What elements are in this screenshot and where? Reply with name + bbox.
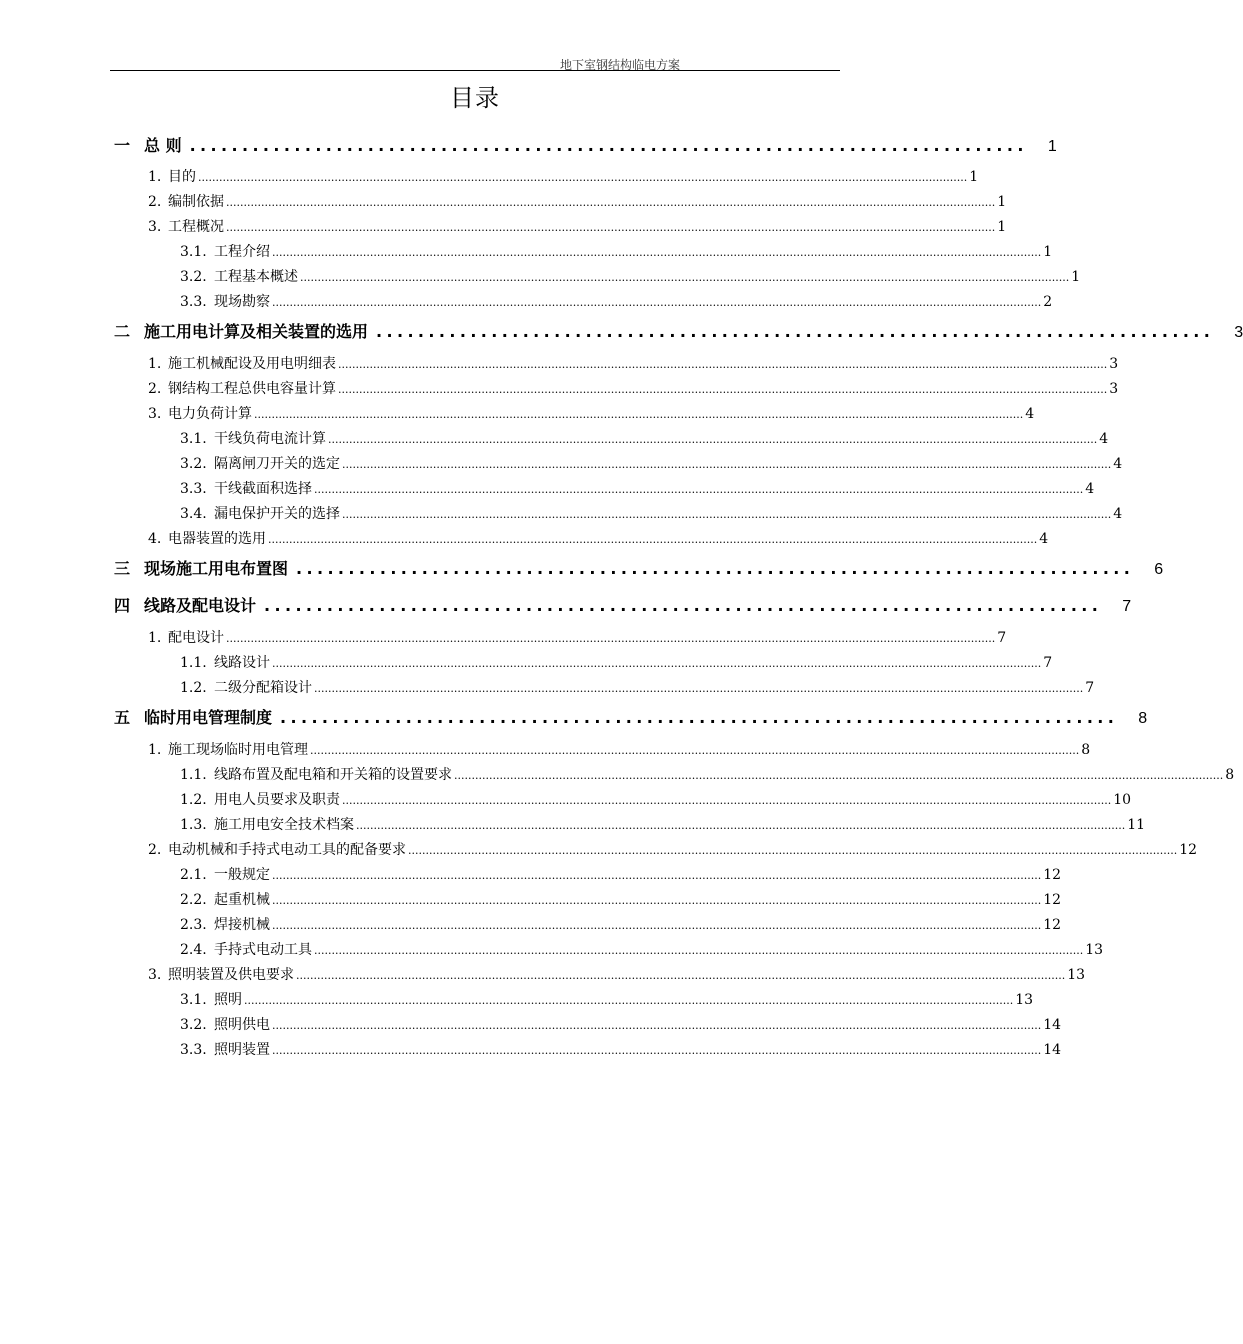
toc-entry-title: 现场施工用电布置图 — [144, 559, 289, 578]
toc-entry[interactable] — [180, 241, 1053, 261]
toc-entry[interactable] — [148, 353, 1119, 373]
toc-entry-page: 7 — [1122, 598, 1132, 615]
toc-entry-page: 8 — [1138, 710, 1148, 727]
toc-entry[interactable] — [180, 677, 1095, 697]
toc-entry[interactable] — [148, 403, 1035, 423]
toc-entry[interactable] — [180, 291, 1053, 311]
toc-entry-page: 11 — [1127, 817, 1146, 833]
toc-entry-title: 总 则 — [144, 136, 182, 155]
toc-entry-number: 4. — [148, 531, 162, 547]
toc-entry-title: 工程概况 — [168, 219, 224, 235]
toc-entry-page: 3 — [1109, 356, 1119, 372]
toc-entry-number: 1.1. — [180, 655, 207, 671]
toc-dot-leader: ............................................................................................................................................................................................................................ — [338, 383, 1108, 396]
toc-dot-leader: ................................................................................ — [264, 596, 1103, 615]
toc-entry-title: 工程介绍 — [214, 244, 270, 260]
toc-entry-number: 一 — [114, 136, 131, 155]
toc-entry[interactable] — [180, 914, 1062, 934]
toc-entry[interactable] — [180, 266, 1081, 286]
toc-dot-leader: ............................................................................................................................................................................................................................ — [272, 1019, 1042, 1032]
toc-entry-number: 1.1. — [180, 767, 207, 783]
toc-entry-title: 电力负荷计算 — [168, 406, 252, 422]
toc-dot-leader: ............................................................................................................................................................................................................................ — [226, 196, 996, 209]
toc-dot-leader: ............................................................................................................................................................................................................................ — [226, 632, 996, 645]
toc-entry-page: 1 — [997, 219, 1007, 235]
toc-entry[interactable] — [148, 627, 1007, 647]
toc-entry-page: 13 — [1085, 942, 1104, 958]
toc-entry-number: 1. — [148, 742, 162, 758]
toc-entry-page: 6 — [1154, 561, 1164, 578]
toc-dot-leader: ............................................................................................................................................................................................................................ — [272, 894, 1042, 907]
toc-entry[interactable] — [148, 378, 1119, 398]
toc-entry-title: 施工现场临时用电管理 — [168, 742, 308, 758]
toc-entry[interactable] — [148, 191, 1007, 211]
toc-entry[interactable] — [114, 133, 1057, 159]
toc-title: 目录 — [450, 84, 500, 112]
toc-entry-page: 4 — [1099, 431, 1109, 447]
toc-entry[interactable] — [180, 652, 1053, 672]
toc-entry-page: 7 — [1085, 680, 1095, 696]
toc-dot-leader: ............................................................................................................................................................................................................................ — [268, 533, 1038, 546]
toc-entry-page: 12 — [1043, 867, 1062, 883]
toc-dot-leader: ............................................................................................................................................................................................................................ — [314, 944, 1084, 957]
toc-entry-number: 3.2. — [180, 456, 207, 472]
toc-entry-number: 2. — [148, 381, 162, 397]
toc-entry-title: 照明装置 — [214, 1042, 270, 1058]
toc-entry-title: 一般规定 — [214, 867, 270, 883]
toc-entry-title: 施工机械配设及用电明细表 — [168, 356, 336, 372]
toc-entry[interactable] — [148, 216, 1007, 236]
toc-entry-title: 现场勘察 — [214, 294, 270, 310]
toc-entry-title: 施工用电计算及相关装置的选用 — [144, 322, 369, 341]
toc-entry-title: 隔离闸刀开关的选定 — [214, 456, 340, 472]
toc-entry[interactable] — [148, 166, 979, 186]
toc-entry-number: 1.2. — [180, 680, 207, 696]
toc-dot-leader: ............................................................................................................................................................................................................................ — [342, 794, 1112, 807]
toc-entry-title: 电器装置的选用 — [168, 531, 266, 547]
toc-entry-number: 3. — [148, 219, 162, 235]
toc-entry-page: 12 — [1179, 842, 1198, 858]
toc-entry-number: 1. — [148, 169, 162, 185]
toc-entry[interactable] — [148, 528, 1049, 548]
toc-entry-page: 3 — [1109, 381, 1119, 397]
toc-dot-leader: ............................................................................................................................................................................................................................ — [342, 508, 1112, 521]
toc-entry-number: 2.3. — [180, 917, 207, 933]
toc-entry-number: 3.3. — [180, 1042, 207, 1058]
toc-entry-page: 2 — [1043, 294, 1053, 310]
toc-dot-leader: ............................................................................................................................................................................................................................ — [272, 919, 1042, 932]
toc-entry[interactable] — [148, 739, 1091, 759]
toc-entry[interactable] — [114, 319, 1243, 345]
toc-entry-title: 线路设计 — [214, 655, 270, 671]
toc-entry-page: 12 — [1043, 892, 1062, 908]
toc-dot-leader: ............................................................................................................................................................................................................................ — [272, 869, 1042, 882]
toc-entry-number: 3. — [148, 967, 162, 983]
toc-entry[interactable] — [180, 1014, 1062, 1034]
toc-entry-title: 起重机械 — [214, 892, 270, 908]
toc-entry-number: 3.3. — [180, 294, 207, 310]
toc-dot-leader: ............................................................................................................................................................................................................................ — [296, 969, 1066, 982]
toc-entry-number: 1. — [148, 630, 162, 646]
toc-dot-leader: ............................................................................................................................................................................................................................ — [254, 408, 1024, 421]
toc-entry-page: 12 — [1043, 917, 1062, 933]
toc-entry[interactable] — [180, 453, 1123, 473]
toc-entry[interactable] — [180, 789, 1132, 809]
toc-entry-number: 1.3. — [180, 817, 207, 833]
toc-entry-title: 线路及配电设计 — [144, 596, 257, 615]
toc-entry-title: 漏电保护开关的选择 — [214, 506, 340, 522]
toc-entry-page: 3 — [1234, 324, 1243, 341]
toc-dot-leader: ............................................................................................................................................................................................................................ — [272, 657, 1042, 670]
toc-dot-leader: ............................................................................................................................................................................................................................ — [314, 682, 1084, 695]
toc-entry-title: 照明供电 — [214, 1017, 270, 1033]
toc-entry-title: 线路布置及配电箱和开关箱的设置要求 — [214, 767, 452, 783]
toc-dot-leader: ............................................................................................................................................................................................................................ — [226, 221, 996, 234]
toc-entry-title: 编制依据 — [168, 194, 224, 210]
toc-entry[interactable] — [114, 593, 1132, 619]
toc-entry-title: 目的 — [168, 169, 196, 185]
toc-entry-number: 3. — [148, 406, 162, 422]
toc-dot-leader: ............................................................................................................................................................................................................................ — [342, 458, 1112, 471]
toc-entry-title: 配电设计 — [168, 630, 224, 646]
toc-dot-leader: ............................................................................................................................................................................................................................ — [356, 819, 1126, 832]
toc-entry-title: 手持式电动工具 — [214, 942, 312, 958]
toc-entry-title: 电动机械和手持式电动工具的配备要求 — [168, 842, 406, 858]
toc-dot-leader: ............................................................................................................................................................................................................................ — [408, 844, 1178, 857]
toc-entry-title: 焊接机械 — [214, 917, 270, 933]
toc-dot-leader: ............................................................................................................................................................................................................................ — [338, 358, 1108, 371]
toc-entry-title: 干线负荷电流计算 — [214, 431, 326, 447]
toc-entry[interactable] — [180, 478, 1095, 498]
toc-entry-title: 施工用电安全技术档案 — [214, 817, 354, 833]
toc-entry[interactable] — [180, 428, 1109, 448]
toc-entry[interactable] — [180, 989, 1034, 1009]
toc-entry-title: 临时用电管理制度 — [144, 708, 273, 727]
toc-dot-leader: ............................................................................................................................................................................................................................ — [272, 296, 1042, 309]
running-header: 地下室钢结构临电方案 — [560, 58, 681, 72]
toc-entry-page: 4 — [1025, 406, 1035, 422]
toc-entry-title: 照明装置及供电要求 — [168, 967, 294, 983]
toc-entry-title: 照明 — [214, 992, 242, 1008]
toc-entry[interactable] — [148, 839, 1198, 859]
toc-entry-page: 7 — [1043, 655, 1053, 671]
toc-entry[interactable] — [180, 864, 1062, 884]
toc-entry-number: 2.2. — [180, 892, 207, 908]
toc-entry-page: 4 — [1085, 481, 1095, 497]
toc-entry-title: 钢结构工程总供电容量计算 — [168, 381, 336, 397]
toc-entry[interactable] — [180, 889, 1062, 909]
toc-entry-number: 3.3. — [180, 481, 207, 497]
toc-entry-number: 3.2. — [180, 1017, 207, 1033]
toc-entry-title: 干线截面积选择 — [214, 481, 312, 497]
toc-dot-leader: ............................................................................................................................................................................................................................ — [272, 1044, 1042, 1057]
toc-entry-number: 3.1. — [180, 992, 207, 1008]
toc-entry-page: 8 — [1225, 767, 1235, 783]
toc-entry-number: 2. — [148, 842, 162, 858]
toc-dot-leader: ............................................................................................................................................................................................................................ — [300, 271, 1070, 284]
toc-entry-number: 3.4. — [180, 506, 207, 522]
toc-dot-leader: ............................................................................................................................................................................................................................ — [310, 744, 1080, 757]
toc-entry-page: 4 — [1039, 531, 1049, 547]
toc-entry-page: 7 — [997, 630, 1007, 646]
toc-entry-page: 1 — [969, 169, 979, 185]
toc-entry[interactable] — [180, 814, 1146, 834]
toc-entry-number: 三 — [114, 559, 131, 578]
toc-entry[interactable] — [180, 939, 1104, 959]
toc-entry-number: 3.2. — [180, 269, 207, 285]
toc-entry-page: 1 — [997, 194, 1007, 210]
toc-dot-leader: ............................................................................................................................................................................................................................ — [328, 433, 1098, 446]
toc-entry[interactable] — [114, 556, 1164, 582]
toc-entry-number: 1.2. — [180, 792, 207, 808]
toc-entry-page: 14 — [1043, 1042, 1062, 1058]
toc-entry-title: 工程基本概述 — [214, 269, 298, 285]
toc-dot-leader: ............................................................................................................................................................................................................................ — [454, 769, 1224, 782]
toc-dot-leader: ................................................................................ — [376, 322, 1215, 341]
toc-entry-page: 1 — [1043, 244, 1053, 260]
toc-entry-number: 1. — [148, 356, 162, 372]
toc-entry-number: 四 — [114, 596, 131, 615]
toc-entry-title: 用电人员要求及职责 — [214, 792, 340, 808]
toc-entry-page: 1 — [1047, 138, 1057, 155]
toc-entry-page: 10 — [1113, 792, 1132, 808]
toc-entry-number: 2.1. — [180, 867, 207, 883]
toc-dot-leader: ............................................................................................................................................................................................................................ — [244, 994, 1014, 1007]
toc-entry-page: 14 — [1043, 1017, 1062, 1033]
toc-entry[interactable] — [148, 964, 1086, 984]
toc-entry-page: 1 — [1071, 269, 1081, 285]
toc-dot-leader: ............................................................................................................................................................................................................................ — [272, 246, 1042, 259]
toc-entry-number: 2. — [148, 194, 162, 210]
toc-entry-page: 8 — [1081, 742, 1091, 758]
toc-dot-leader: ............................................................................................................................................................................................................................ — [198, 171, 968, 184]
toc-entry[interactable] — [180, 1039, 1062, 1059]
toc-entry[interactable] — [180, 764, 1235, 784]
toc-dot-leader: ................................................................................ — [296, 559, 1135, 578]
toc-entry[interactable] — [114, 705, 1148, 731]
toc-entry-page: 13 — [1067, 967, 1086, 983]
toc-entry[interactable] — [180, 503, 1123, 523]
toc-entry-number: 3.1. — [180, 244, 207, 260]
toc-dot-leader: ................................................................................ — [189, 136, 1028, 155]
toc-entry-page: 4 — [1113, 456, 1123, 472]
toc-entry-page: 13 — [1015, 992, 1034, 1008]
toc-entry-number: 3.1. — [180, 431, 207, 447]
toc-entry-number: 2.4. — [180, 942, 207, 958]
toc-entry-page: 4 — [1113, 506, 1123, 522]
toc-dot-leader: ............................................................................................................................................................................................................................ — [314, 483, 1084, 496]
toc-entry-title: 二级分配箱设计 — [214, 680, 312, 696]
toc-dot-leader: ................................................................................ — [280, 708, 1119, 727]
toc-entry-number: 五 — [114, 708, 131, 727]
toc-entry-number: 二 — [114, 322, 131, 341]
